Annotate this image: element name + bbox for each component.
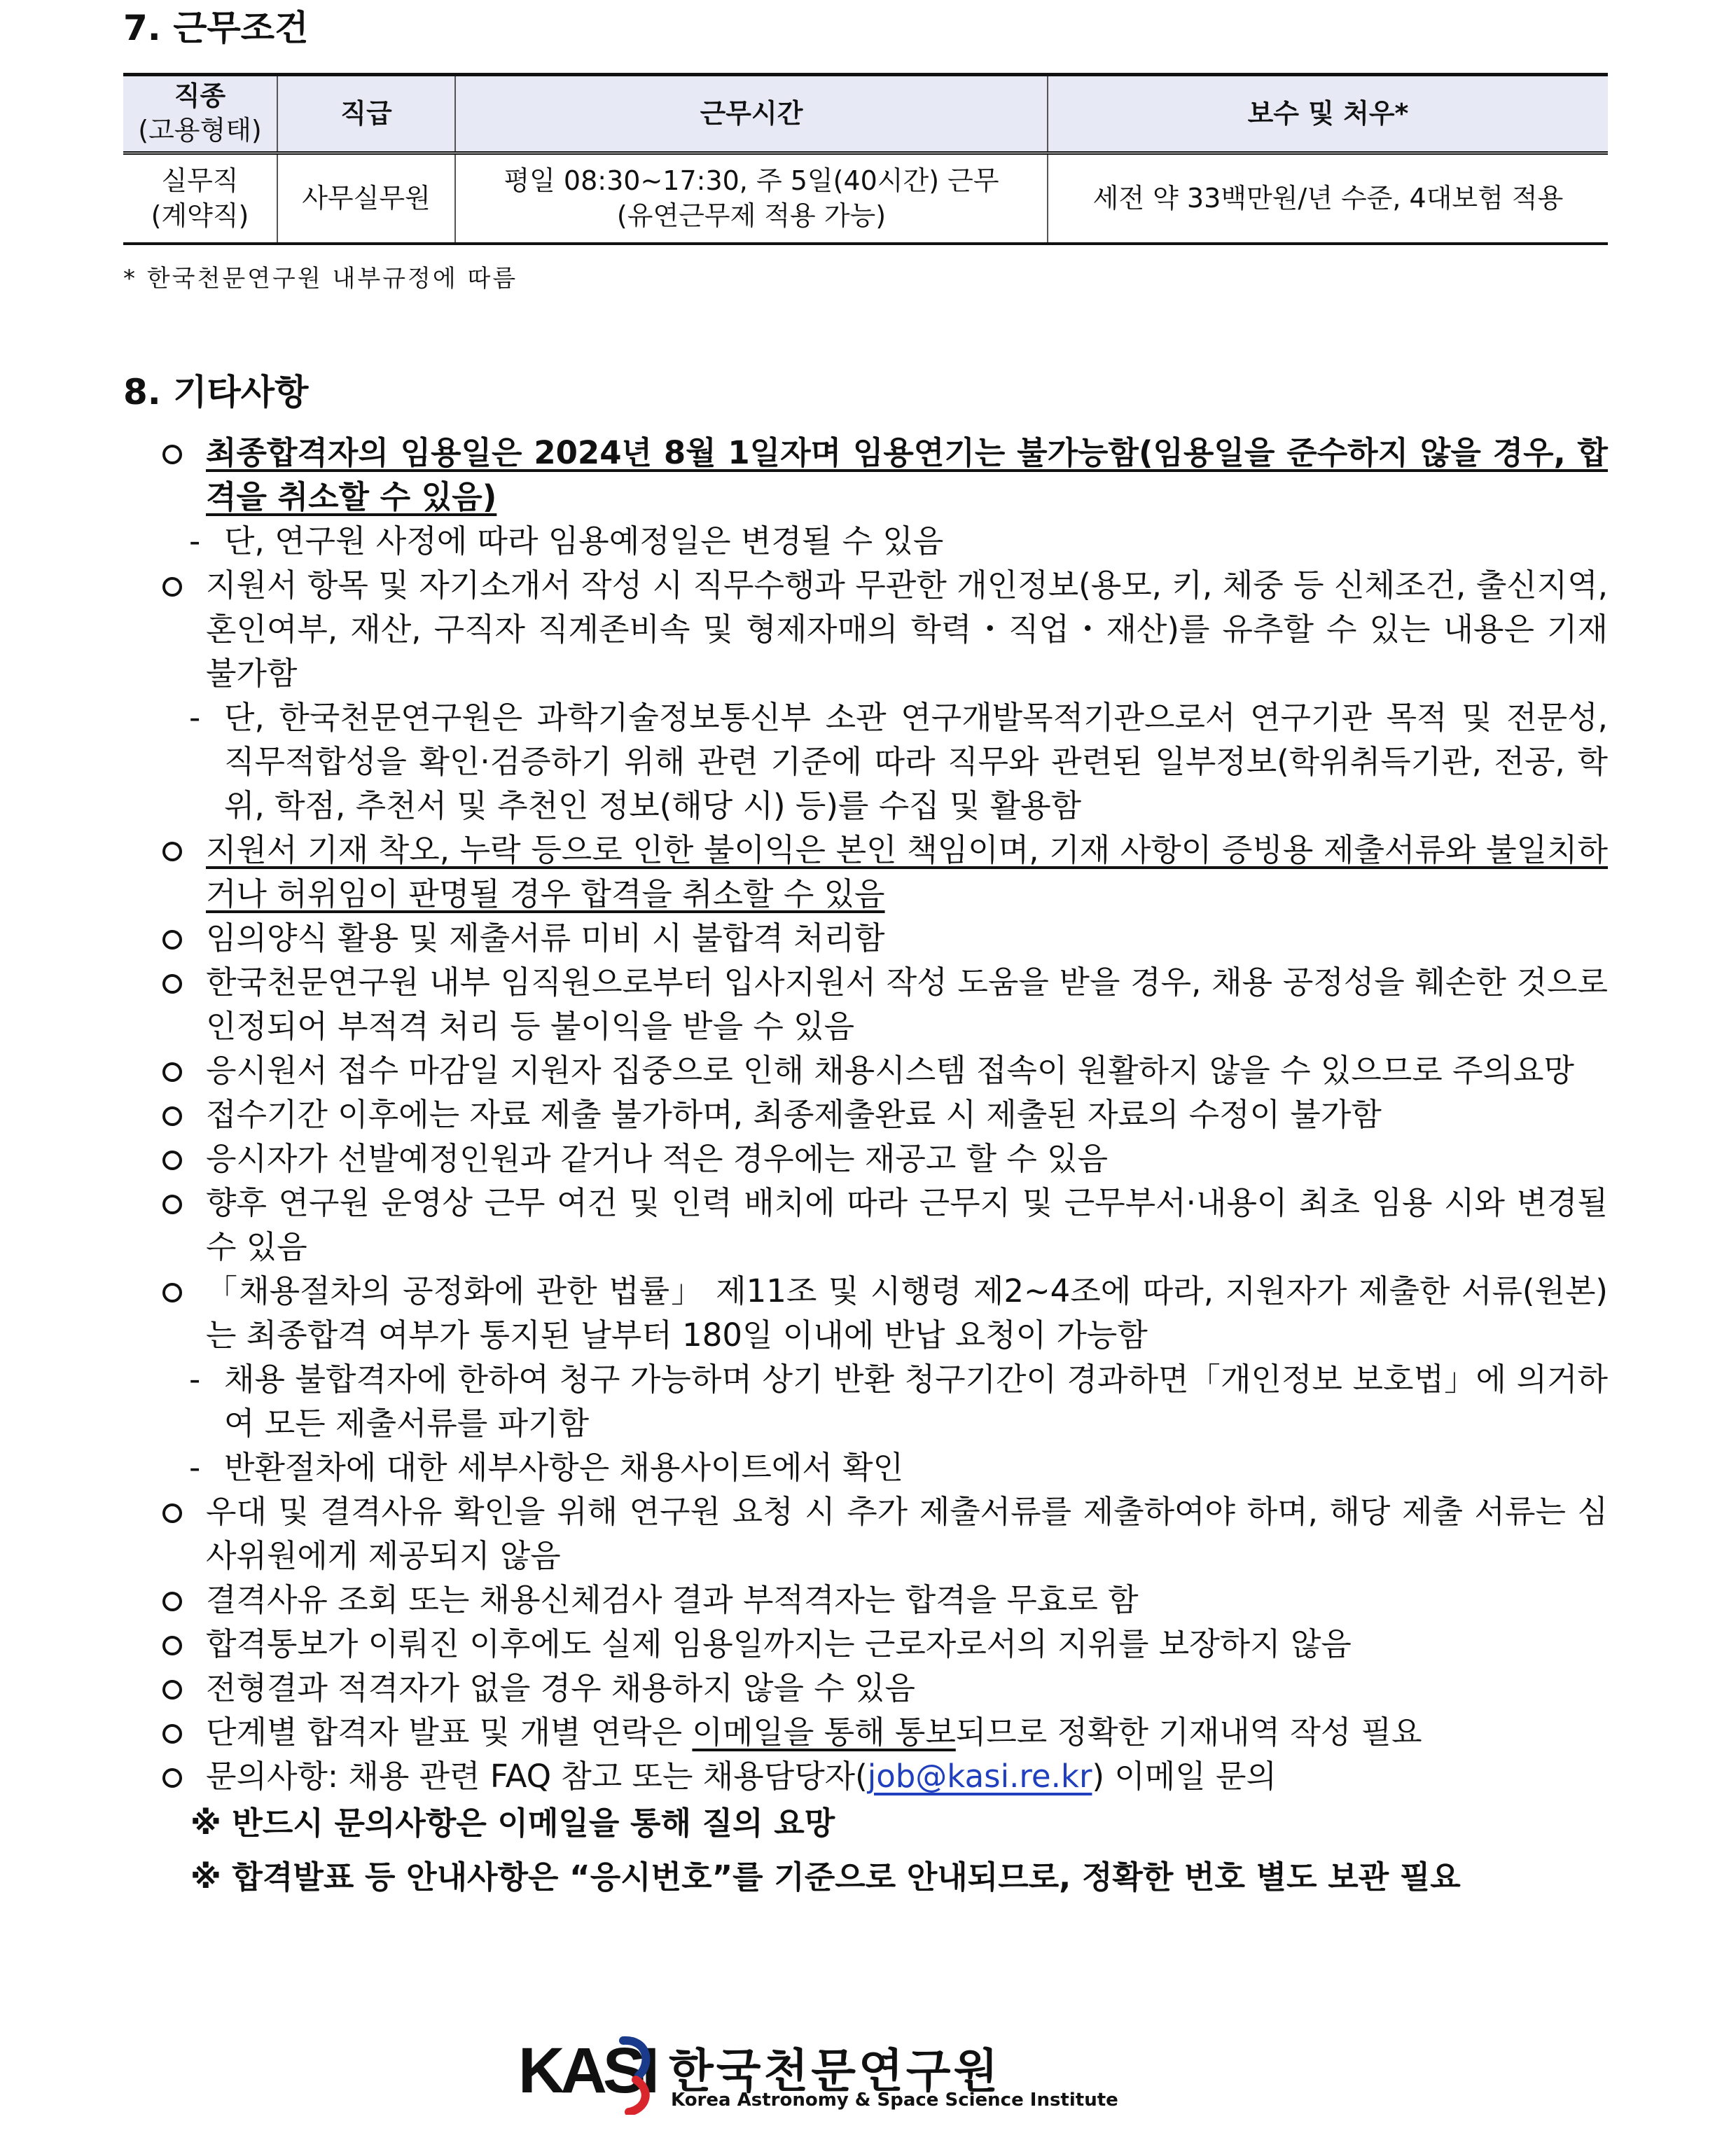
reference-note-exam-number: ※ 합격발표 등 안내사항은 “응시번호”를 기준으로 안내되므로, 정확한 번호 별도 보관 필요 [190, 1858, 1461, 1896]
item-internal-help: 한국천문연구원 내부 임직원으로부터 입사지원서 작성 도움을 받을 경우, 채용 공정성을 훼손한 것으로 인정되어 부적격 처리 등 불이익을 받을 수 있음 [206, 964, 1608, 1045]
table-header-row [123, 75, 1608, 153]
header-job-type-line1: 직종 [174, 81, 226, 111]
circle-bullet-icon [162, 1724, 182, 1744]
cell-job-type-line1: 실무직 [161, 165, 239, 197]
circle-bullet-icon [162, 1768, 182, 1788]
sub-item-text: 반환절차에 대한 세부사항은 채용사이트에서 확인 [224, 1449, 904, 1486]
item-document-return: 「채용절차의 공정화에 관한 법률」 제11조 및 시행령 제2~4조에 따라, 지원자가 제출한 서류(원본)는 최종합격 여부가 통지된 날부터 180일 이내에 반납 요청이 가능함 [206, 1272, 1608, 1354]
list-item [123, 1489, 1608, 1578]
sub-item [123, 1357, 1608, 1445]
item-email-notice-post: 되므로 정확한 기재내역 작성 필요 [955, 1714, 1422, 1751]
dash-icon: - [189, 1361, 201, 1398]
item-email-notice-underlined: 이메일을 통해 통보 [692, 1714, 956, 1751]
header-job-type [123, 75, 277, 153]
sub-item-text: 채용 불합격자에 한하여 청구 가능하며 상기 반환 청구기간이 경과하면「개인정보 보호법」에 의거하여 모든 제출서류를 파기함 [224, 1361, 1608, 1442]
item-status-guarantee: 합격통보가 이뤄진 이후에도 실제 임용일까지는 근로자로서의 지위를 보장하지 않음 [206, 1625, 1352, 1662]
circle-bullet-icon [162, 1592, 182, 1611]
item-appointment-date: 최종합격자의 임용일은 2024년 8월 1일자며 임용연기는 불가능함(임용일을 준수하지 않을 경우, 합격을 취소할 수 있음) [206, 434, 1608, 515]
circle-bullet-icon [162, 930, 182, 950]
section-title-other-matters: 8. 기타사항 [123, 372, 309, 412]
table-footnote: * 한국천문연구원 내부규정에 따름 [123, 265, 518, 293]
dash-icon: - [189, 699, 201, 736]
list-item [123, 916, 1608, 960]
list-item [123, 1269, 1608, 1357]
dash-icon: - [189, 1449, 201, 1486]
sub-item-text: 단, 연구원 사정에 따라 임용예정일은 변경될 수 있음 [224, 522, 944, 560]
list-item [123, 1092, 1608, 1137]
other-matters-list [123, 431, 1608, 1899]
item-inquiry-post: ) 이메일 문의 [1092, 1758, 1277, 1795]
circle-bullet-icon [162, 445, 182, 464]
list-item [123, 1137, 1608, 1181]
logo-korean-name: 한국천문연구원 [669, 2044, 1001, 2098]
item-inquiry-pre: 문의사항: 채용 관련 FAQ 참고 또는 채용담당자( [206, 1758, 868, 1795]
list-item [123, 1710, 1608, 1754]
circle-bullet-icon [162, 1680, 182, 1700]
section-title-work-conditions: 7. 근무조건 [123, 8, 309, 48]
circle-bullet-icon [162, 1283, 182, 1302]
header-hours: 근무시간 [455, 75, 1048, 153]
list-item [123, 828, 1608, 916]
logo-english-name: Korea Astronomy & Space Science Institute [671, 2090, 1118, 2111]
circle-bullet-icon [162, 974, 182, 994]
sub-item [123, 695, 1608, 828]
item-no-qualified: 전형결과 적격자가 없을 경우 채용하지 않을 수 있음 [206, 1669, 916, 1707]
circle-bullet-icon [162, 1151, 182, 1170]
list-item [123, 1754, 1608, 1798]
circle-bullet-icon [162, 1195, 182, 1214]
sub-item [123, 519, 1608, 563]
list-item [123, 1578, 1608, 1622]
cell-job-type-line2: (계약직) [151, 200, 249, 231]
reference-note-email: ※ 반드시 문의사항은 이메일을 통해 질의 요망 [190, 1805, 835, 1842]
cell-hours-line1: 평일 08:30~17:30, 주 5일(40시간) 근무 [504, 165, 999, 197]
item-deadline-traffic: 응시원서 접수 마감일 지원자 집중으로 인해 채용시스템 접속이 원활하지 않을 수 있으므로 주의요망 [206, 1052, 1574, 1089]
kasi-logo [518, 2024, 1120, 2115]
item-preference-check: 우대 및 결격사유 확인을 위해 연구원 요청 시 추가 제출서류를 제출하여야 하며, 해당 제출 서류는 심사위원에게 제공되지 않음 [206, 1493, 1608, 1574]
header-grade: 직급 [277, 75, 455, 153]
circle-bullet-icon [162, 1503, 182, 1523]
item-re-announcement: 응시자가 선발예정인원과 같거나 적은 경우에는 재공고 할 수 있음 [206, 1140, 1109, 1177]
list-item [123, 431, 1608, 519]
dash-icon: - [189, 522, 201, 560]
item-entry-errors: 지원서 기재 착오, 누락 등으로 인한 불이익은 본인 책임이며, 기재 사항이 증빙용 제출서류와 불일치하거나 허위임이 판명될 경우 합격을 취소할 수 있음 [206, 831, 1608, 912]
logo-wordmark: KASI [518, 2035, 655, 2106]
list-item [123, 563, 1608, 695]
cell-job-type [123, 153, 277, 244]
list-item [123, 1181, 1608, 1269]
item-after-period: 접수기간 이후에는 자료 제출 불가하며, 최종제출완료 시 제출된 자료의 수정이 불가함 [206, 1096, 1382, 1133]
item-workplace-change: 향후 연구원 운영상 근무 여건 및 인력 배치에 따라 근무지 및 근무부서·내용이 최초 임용 시와 변경될 수 있음 [206, 1184, 1608, 1265]
cell-grade: 사무실무원 [277, 153, 455, 244]
sub-item [123, 1445, 1608, 1489]
circle-bullet-icon [162, 1636, 182, 1655]
work-conditions-table [123, 73, 1608, 245]
list-item [123, 1048, 1608, 1092]
sub-item-text: 단, 한국천문연구원은 과학기술정보통신부 소관 연구개발목적기관으로서 연구기관 목적 및 전문성, 직무적합성을 확인·검증하기 위해 관련 기준에 따라 직무와 관련된 일부정보(학위취득기관, 전공, 학위, 학점, 추천서 및 추천인 정보(해당 시) 등)를 수집 및 활용함 [224, 699, 1608, 824]
cell-pay: 세전 약 33백만원/년 수준, 4대보험 적용 [1048, 153, 1608, 244]
circle-bullet-icon [162, 1106, 182, 1126]
item-personal-info: 지원서 항목 및 자기소개서 작성 시 직무수행과 무관한 개인정보(용모, 키, 체중 등 신체조건, 출신지역, 혼인여부, 재산, 구직자 직계존비속 및 형제자매의 학력・직업・재산)를 유추할 수 있는 내용은 기재 불가함 [206, 567, 1608, 692]
contact-email-link[interactable]: job@kasi.re.kr [867, 1758, 1092, 1795]
header-job-type-line2: (고용형태) [138, 115, 262, 146]
cell-hours-line2: (유연근무제 적용 가능) [616, 200, 887, 231]
circle-bullet-icon [162, 842, 182, 861]
header-pay: 보수 및 처우* [1048, 75, 1608, 153]
item-email-notice-pre: 단계별 합격자 발표 및 개별 연락은 [206, 1714, 693, 1751]
item-free-form: 임의양식 활용 및 제출서류 미비 시 불합격 처리함 [206, 919, 885, 957]
cell-hours [455, 153, 1048, 244]
item-disqualification: 결격사유 조회 또는 채용신체검사 결과 부적격자는 합격을 무효로 함 [206, 1581, 1139, 1618]
list-item [123, 1622, 1608, 1666]
list-item [123, 960, 1608, 1048]
circle-bullet-icon [162, 1062, 182, 1082]
kasi-wordmark-icon [518, 2024, 665, 2115]
table-row [123, 153, 1608, 244]
circle-bullet-icon [162, 577, 182, 597]
list-item [123, 1666, 1608, 1710]
